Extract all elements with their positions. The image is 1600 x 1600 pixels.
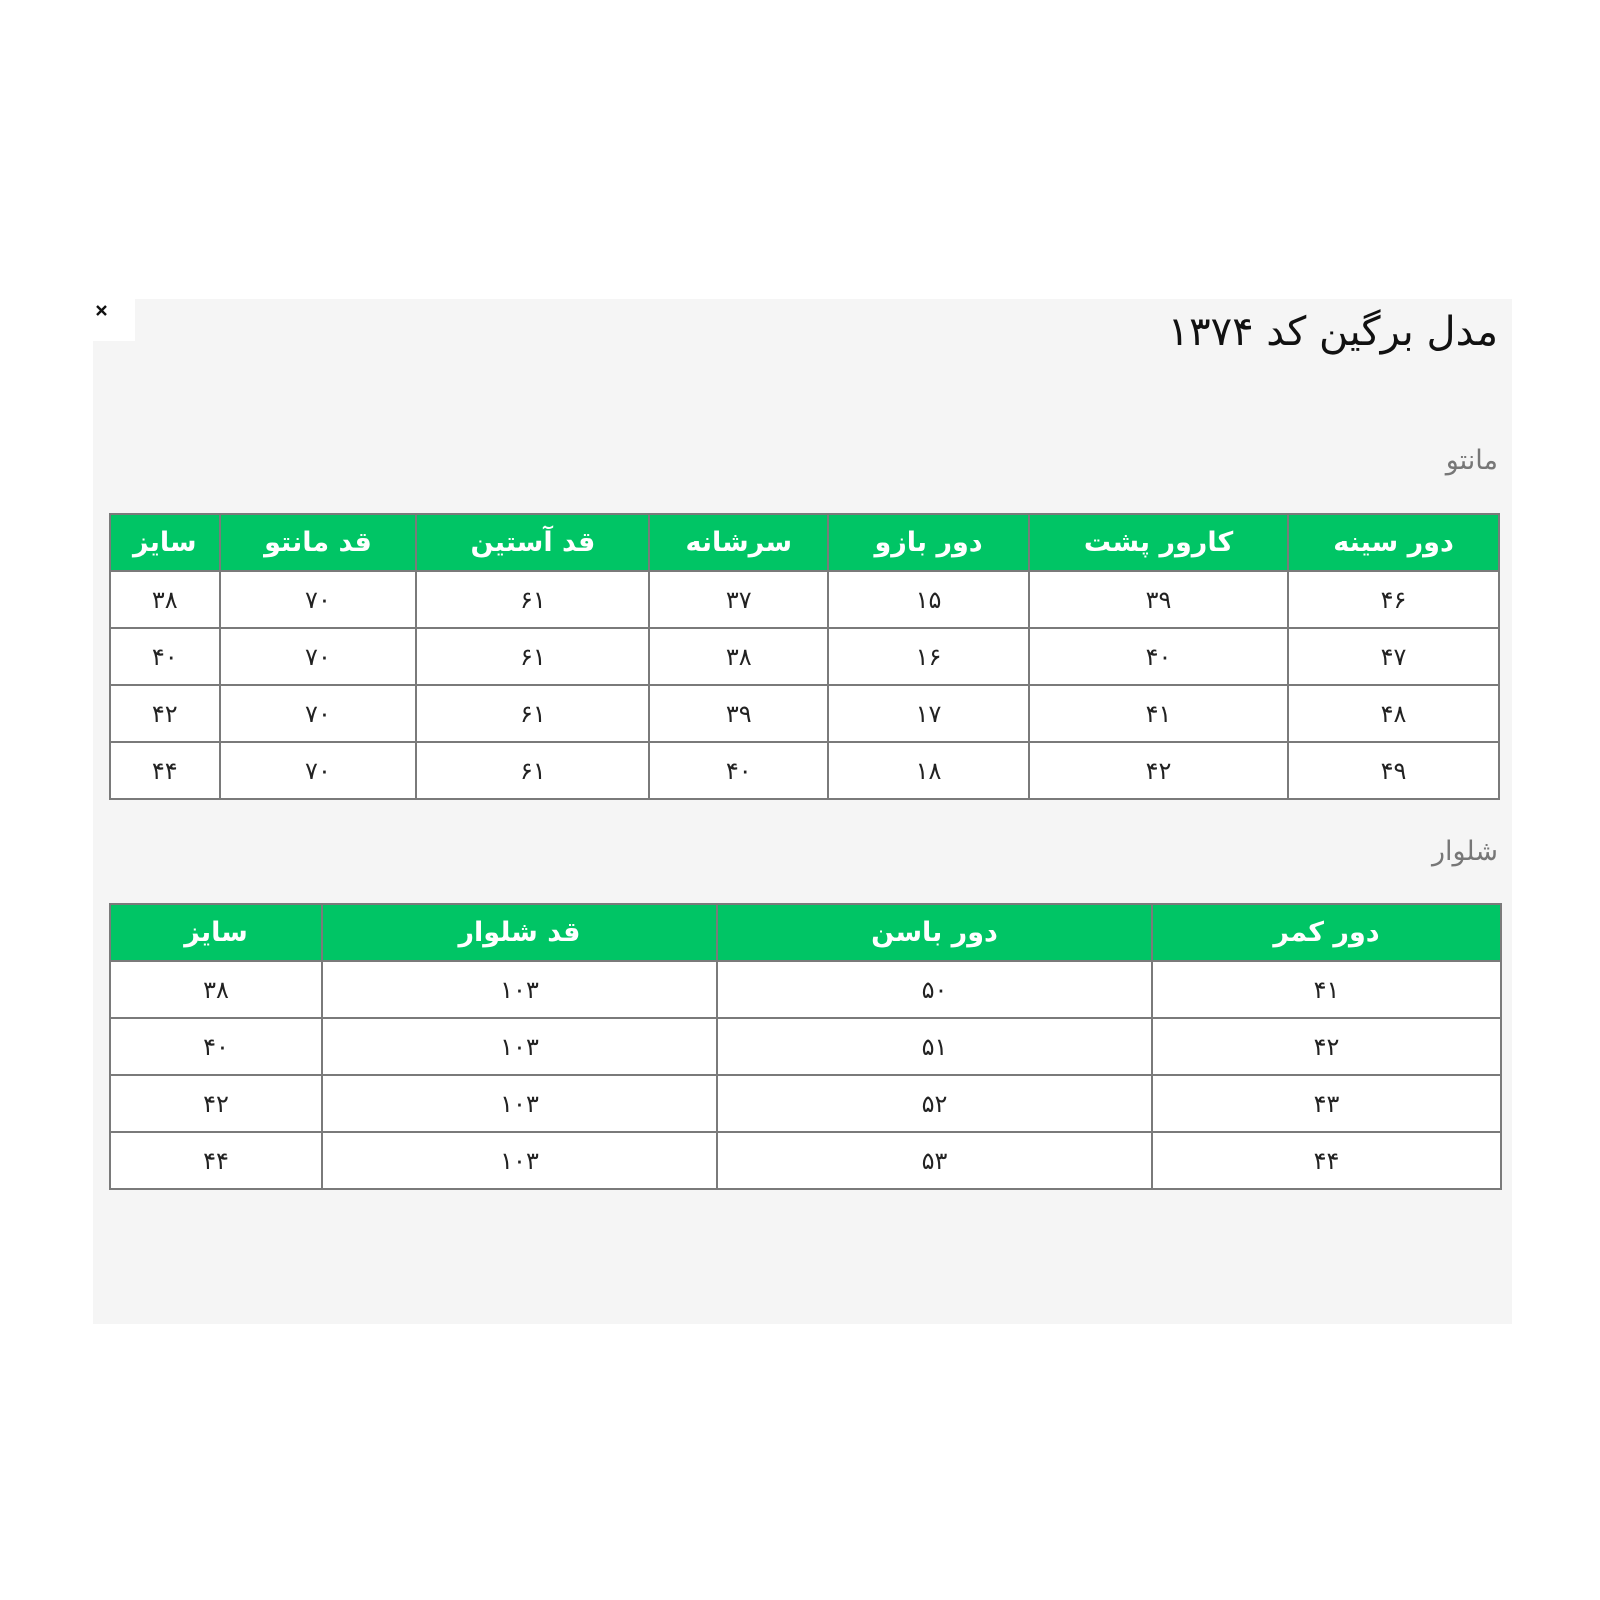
table-row [110, 1018, 1501, 1075]
table-cell: ۵۱ [717, 1018, 1152, 1075]
table-cell: ۴۴ [110, 1132, 322, 1189]
section-label-manto: مانتو [1445, 445, 1498, 476]
table-cell: ۷۰ [220, 571, 417, 628]
table-cell: ۱۷ [828, 685, 1029, 742]
table-row [110, 1075, 1501, 1132]
table-cell: ۱۰۳ [322, 961, 717, 1018]
table-cell: ۴۶ [1288, 571, 1499, 628]
table-cell: ۵۰ [717, 961, 1152, 1018]
table-cell: ۱۶ [828, 628, 1029, 685]
table-cell: ۷۰ [220, 628, 417, 685]
table-cell: ۴۲ [1029, 742, 1288, 799]
column-header: قد شلوار [322, 904, 717, 961]
table-cell: ۵۲ [717, 1075, 1152, 1132]
table-row [110, 1132, 1501, 1189]
table-cell: ۱۰۳ [322, 1018, 717, 1075]
column-header: سایز [110, 514, 220, 571]
product-title: مدل برگین کد ۱۳۷۴ [1167, 309, 1498, 355]
shalvar-size-table [109, 903, 1502, 1190]
table-cell: ۶۱ [416, 628, 649, 685]
close-icon[interactable] [94, 303, 110, 319]
table-cell: ۱۰۳ [322, 1132, 717, 1189]
table-cell: ۶۱ [416, 742, 649, 799]
section-label-shalvar: شلوار [1431, 836, 1498, 867]
table-row [110, 742, 1499, 799]
column-header: دور بازو [828, 514, 1029, 571]
table-cell: ۵۳ [717, 1132, 1152, 1189]
table-cell: ۳۹ [649, 685, 828, 742]
table-cell: ۴۲ [110, 685, 220, 742]
column-header: دور کمر [1152, 904, 1501, 961]
table-cell: ۳۸ [110, 571, 220, 628]
manto-size-table [109, 513, 1500, 800]
table-cell: ۳۹ [1029, 571, 1288, 628]
column-header: دور باسن [717, 904, 1152, 961]
table-cell: ۳۸ [110, 961, 322, 1018]
table-cell: ۱۰۳ [322, 1075, 717, 1132]
table-cell: ۶۱ [416, 685, 649, 742]
table-cell: ۱۵ [828, 571, 1029, 628]
table-cell: ۴۱ [1029, 685, 1288, 742]
column-header: سرشانه [649, 514, 828, 571]
table-row [110, 961, 1501, 1018]
column-header: قد مانتو [220, 514, 417, 571]
table-cell: ۴۰ [1029, 628, 1288, 685]
table-header-row [110, 514, 1499, 571]
table-cell: ۴۴ [110, 742, 220, 799]
table-cell: ۷۰ [220, 685, 417, 742]
table-cell: ۶۱ [416, 571, 649, 628]
table-cell: ۴۸ [1288, 685, 1499, 742]
table-cell: ۴۲ [110, 1075, 322, 1132]
table-cell: ۴۹ [1288, 742, 1499, 799]
close-button[interactable] [93, 299, 135, 341]
table-cell: ۱۸ [828, 742, 1029, 799]
table-cell: ۴۲ [1152, 1018, 1501, 1075]
table-cell: ۴۰ [110, 628, 220, 685]
table-cell: ۴۷ [1288, 628, 1499, 685]
table-row [110, 685, 1499, 742]
table-cell: ۴۰ [110, 1018, 322, 1075]
table-cell: ۴۰ [649, 742, 828, 799]
table-cell: ۳۸ [649, 628, 828, 685]
column-header: سایز [110, 904, 322, 961]
table-cell: ۴۱ [1152, 961, 1501, 1018]
table-row [110, 628, 1499, 685]
column-header: کارور پشت [1029, 514, 1288, 571]
table-cell: ۳۷ [649, 571, 828, 628]
table-cell: ۴۳ [1152, 1075, 1501, 1132]
column-header: دور سینه [1288, 514, 1499, 571]
table-row [110, 571, 1499, 628]
table-header-row [110, 904, 1501, 961]
size-guide-modal [93, 299, 1512, 1324]
table-cell: ۴۴ [1152, 1132, 1501, 1189]
column-header: قد آستین [416, 514, 649, 571]
table-cell: ۷۰ [220, 742, 417, 799]
